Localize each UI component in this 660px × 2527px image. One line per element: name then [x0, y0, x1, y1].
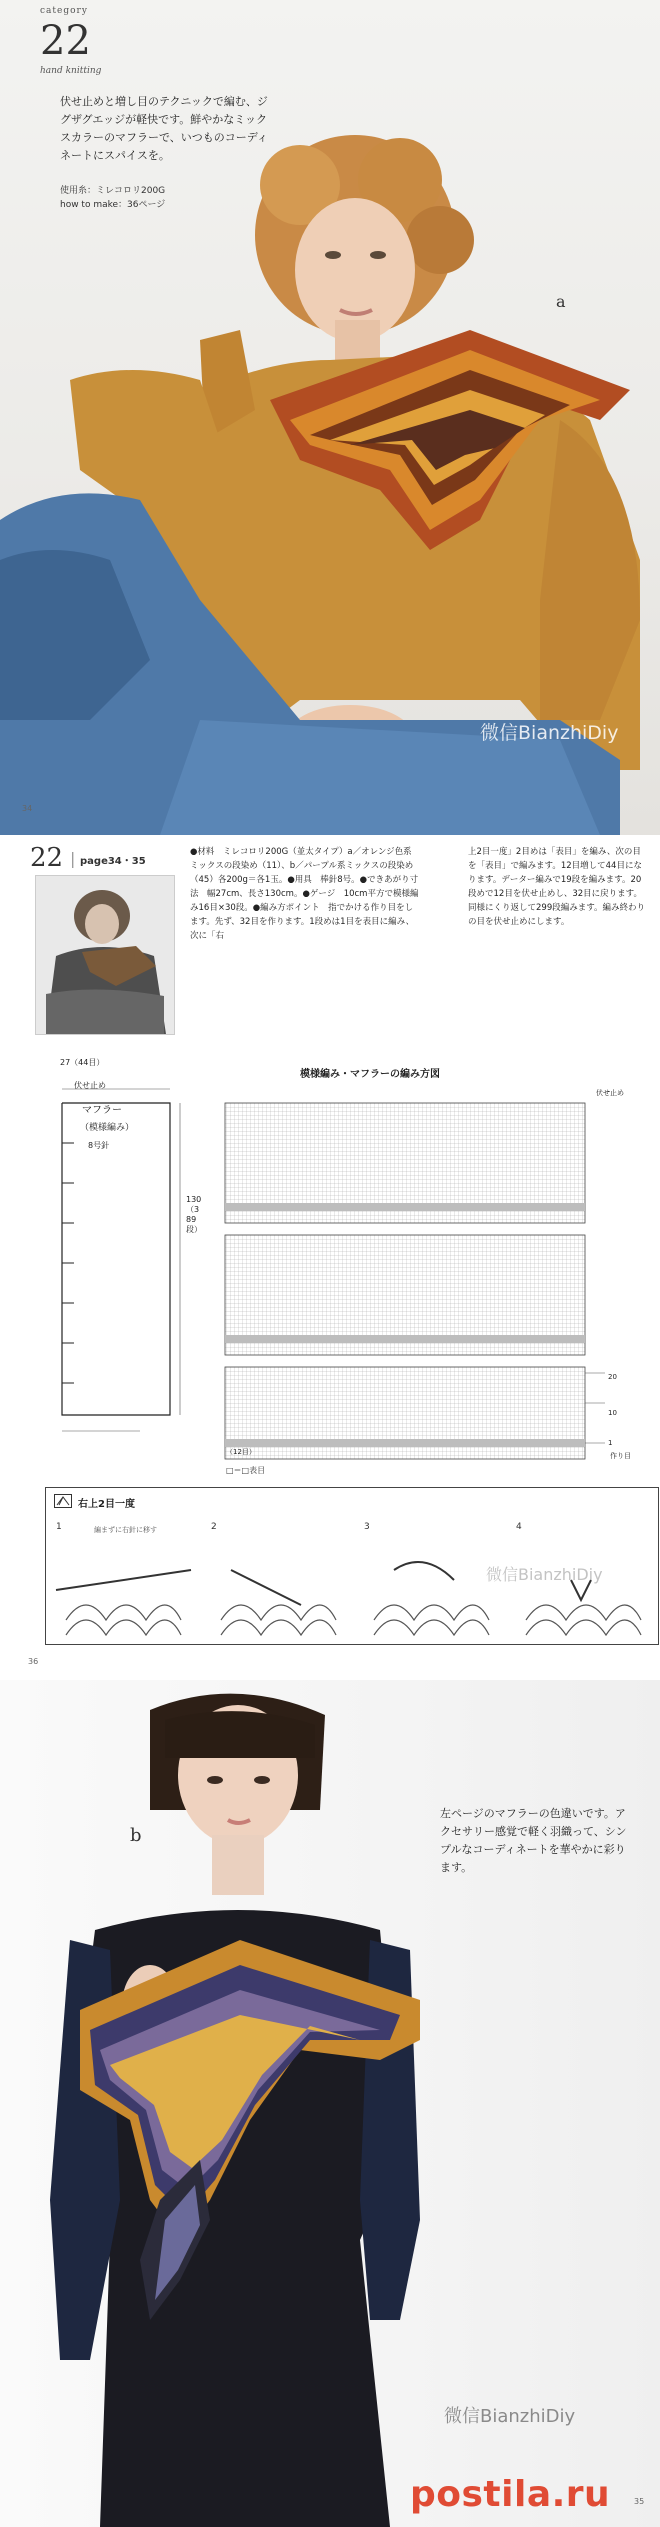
schematic-pattern: （模様編み） — [80, 1123, 135, 1133]
description-b: 左ページのマフラーの色違いです。アクセサリー感覚で軽く羽織って、シンプルなコーディネートを華やかに彩ります。 — [440, 1807, 627, 1874]
instructions-left: ●材料 ミレコロリ200G（並太タイプ）a／オレンジ色系ミックスの段染め（11）、b／パープル系ミックスの段染め（45）各200g＝各1玉。●用具 棒針8号。●できあがり寸法 幅27cm、長さ130cm。●ゲージ 10cm平方で模様編み16目×30段。●編み方ポイント 指でかける作り目をします。先ず、32目を作ります。1段めは1目を表目に編み、次に「右 — [190, 847, 419, 941]
page-number-36: 36 — [28, 1657, 39, 1666]
description-a: 伏せ止めと増し目のテクニックで編む、ジグザグエッジが軽快です。鮮やかなミックスカラーのマフラーで、いつものコーディネートにスパイスを。 — [60, 95, 268, 162]
chart-cast-on: 作り目 — [610, 1452, 631, 1460]
category-label: category — [40, 6, 88, 16]
pattern-page — [0, 835, 660, 1680]
page-number-34: 34 — [22, 804, 33, 813]
photo-label-a: a — [556, 292, 566, 311]
chart-cast-off: 伏せ止め — [596, 1089, 624, 1097]
magazine-page-a — [0, 0, 660, 835]
page-number-35: 35 — [634, 2497, 645, 2506]
title-separator: | — [70, 849, 76, 868]
schematic-length: 130（389段） — [186, 1195, 202, 1234]
subtitle: hand knitting — [40, 66, 102, 76]
step-1-number: 1 — [56, 1522, 62, 1532]
chart-row-20: 20 — [608, 1373, 617, 1381]
photo-label-b: b — [130, 1825, 142, 1846]
step-2-number: 2 — [211, 1522, 217, 1532]
stitch-legend: □＝□表目 — [226, 1466, 266, 1475]
watermark-b: 微信BianzhiDiy — [444, 2406, 576, 2427]
chart-bottom-count: （12目） — [226, 1448, 256, 1456]
step-1-note: 編まずに右針に移す — [94, 1526, 157, 1534]
illustration-4 — [526, 1580, 641, 1635]
step-4-number: 4 — [516, 1522, 522, 1532]
instructions-right: 上2目一度」2目めは「表目」を編み、次の目を「表目」で編みます。12目増して44目になります。データー編みで19段を編みます。20段めで12目を伏せ止めし、32目に戻ります。同様にくり返して299段編みます。編み終わりの目を伏せ止めにします。 — [468, 847, 646, 927]
illustration-1 — [56, 1570, 191, 1635]
magazine-page-b — [0, 1680, 660, 2527]
decrease-symbol-icon — [54, 1494, 72, 1508]
illustration-2 — [221, 1570, 336, 1635]
logo-text: postila.ru — [410, 2473, 611, 2515]
schematic-needle: 8号針 — [88, 1141, 110, 1150]
site-logo[interactable] — [410, 2470, 650, 2518]
material-line: 使用糸：ミレコロリ200G — [60, 186, 166, 196]
schematic-cast-off: 伏せ止め — [74, 1081, 106, 1090]
step-3-number: 3 — [364, 1522, 370, 1532]
schematic-name: マフラー — [82, 1105, 122, 1116]
chart-row-10: 10 — [608, 1409, 617, 1417]
stitch-title: 右上2目一度 — [78, 1499, 135, 1510]
pattern-number-2: 22 — [30, 843, 64, 873]
how-to-line: how to make：36ページ — [60, 200, 166, 210]
schematic-top-width: 27（44目） — [60, 1058, 105, 1067]
watermark-a: 微信BianzhiDiy — [480, 722, 619, 744]
chart-title: 模様編み・マフラーの編み方図 — [300, 1069, 440, 1080]
page-reference: page34・35 — [80, 856, 146, 867]
illustration-3 — [374, 1562, 489, 1635]
pattern-number: 22 — [40, 18, 91, 64]
thumbnail-photo — [35, 875, 175, 1035]
chart-row-1: 1 — [608, 1439, 613, 1447]
watermark-diagram: 微信BianzhiDiy — [486, 1565, 603, 1584]
